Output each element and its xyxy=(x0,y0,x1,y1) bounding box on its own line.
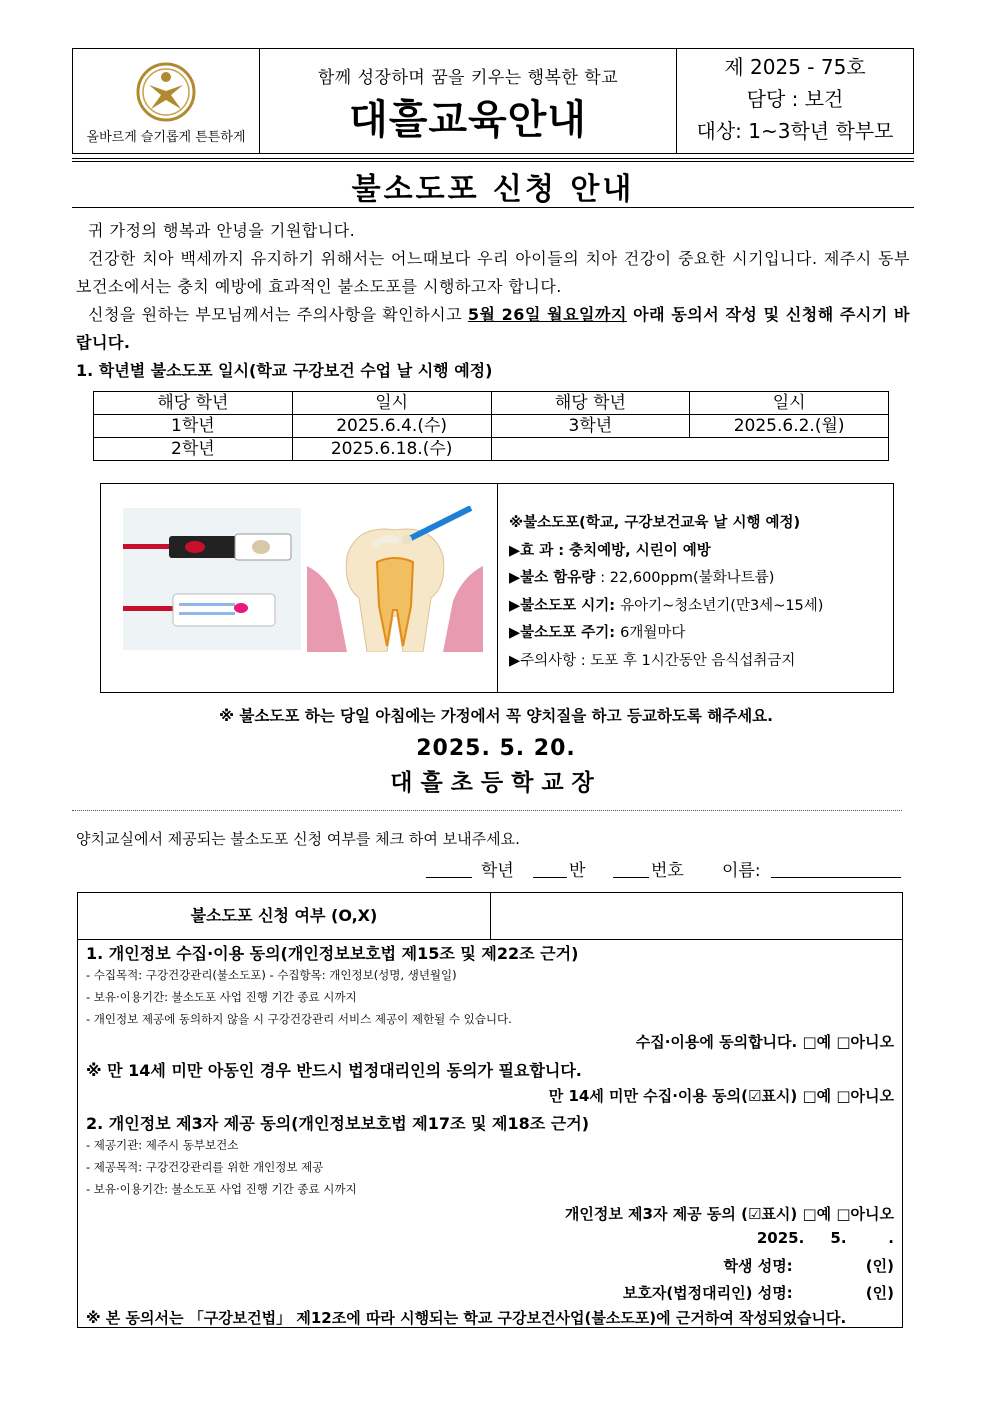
newsletter-header xyxy=(72,48,914,154)
table-row xyxy=(94,415,889,438)
name-blank[interactable] xyxy=(771,877,901,878)
table-cell: 2025.6.4.(수) xyxy=(292,415,491,438)
newsletter-title: 대흘교육안내 xyxy=(349,97,587,143)
table-cell: 3학년 xyxy=(491,415,690,438)
table-cell: 2학년 xyxy=(94,438,293,461)
section-1-heading: 1. 학년별 불소도포 일시(학교 구강보건 수업 날 시행 예정) xyxy=(76,361,493,380)
legal-basis-note: ※ 본 동의서는 「구강보건법」 제12조에 따라 시행되는 학교 구강보건사업(불소도포)에 근거하여 작성되었습니다. xyxy=(86,1309,847,1327)
consent-2-title: 2. 개인정보 제3자 제공 동의(개인정보보호법 제17조 및 제18조 근거) xyxy=(86,1114,590,1133)
school-slogan: 함께 성장하며 꿈을 키우는 행복한 학교 xyxy=(317,68,619,88)
title-rule xyxy=(72,207,914,208)
apply-row xyxy=(78,893,902,940)
consent-2-line: - 제공기관: 제주시 동부보건소 xyxy=(86,1138,239,1152)
fluoride-info-box xyxy=(100,483,894,693)
consent-1-line: - 보유·이용기간: 불소도포 사업 진행 기간 종료 시까지 xyxy=(86,990,357,1004)
tooth-cross-section-image xyxy=(307,506,483,652)
info-list xyxy=(509,510,823,675)
header-rule-2 xyxy=(72,161,914,162)
issue-date: 2025. 5. 20. xyxy=(416,736,576,761)
table-cell-empty xyxy=(491,438,889,461)
number-blank[interactable] xyxy=(613,877,649,878)
list-item: ▶불소도포 시기: 유아기~청소년기(만3세~15세) xyxy=(509,597,824,614)
table-header-row xyxy=(94,392,889,415)
table-cell: 2025.6.2.(월) xyxy=(690,415,889,438)
list-item: ▶불소도포 주기: 6개월마다 xyxy=(509,625,686,641)
consent-form xyxy=(77,892,903,1328)
list-item: ▶불소 함유량 : 22,600ppm(불화나트륨) xyxy=(509,570,775,586)
request-text-a: 신청을 원하는 부모님께서는 주의사항을 확인하시고 xyxy=(88,305,468,324)
issue-number: 제 2025 - 75호 xyxy=(724,55,866,79)
grade-label: 학년 xyxy=(481,861,514,881)
info-divider xyxy=(497,484,498,692)
table-header-cell: 해당 학년 xyxy=(94,392,293,415)
grade-blank[interactable] xyxy=(426,877,472,878)
under14-note: ※ 만 14세 미만 아동인 경우 반드시 법정대리인의 동의가 필요합니다. xyxy=(86,1061,582,1080)
school-emblem-icon xyxy=(135,61,197,123)
principal-signature: 대흘초등학교장 xyxy=(390,770,602,796)
school-logo-cell xyxy=(73,49,260,153)
table-header-cell: 해당 학년 xyxy=(491,392,690,415)
apply-label: 불소도포 신청 여부 (O,X) xyxy=(78,893,491,939)
target-audience: 대상: 1~3학년 학부모 xyxy=(696,119,894,143)
student-signature[interactable]: 학생 성명: (인) xyxy=(723,1257,894,1275)
consent-1-checkbox[interactable]: 수집·이용에 동의합니다. □예 □아니오 xyxy=(635,1033,894,1051)
header-title-cell xyxy=(260,49,677,153)
page-title: 불소도포 신청 안내 xyxy=(351,172,635,207)
name-label: 이름: xyxy=(722,861,761,881)
class-blank[interactable] xyxy=(533,877,567,878)
table-row xyxy=(94,438,889,461)
department: 담당 : 보건 xyxy=(746,87,844,111)
cut-line xyxy=(72,810,902,811)
intro-paragraph: 건강한 치아 백세까지 유지하기 위해서는 어느때보다 우리 아이들의 치아 건강이 중요한 시기입니다. 제주시 동부보건소에서는 충치 예방에 효과적인 불소도포를 시행하고자 합니다. xyxy=(76,249,910,296)
table-cell: 1학년 xyxy=(94,415,293,438)
list-item: ▶효 과 : 충치예방, 시린이 예방 xyxy=(509,542,711,559)
header-rule xyxy=(72,158,914,159)
table-cell: 2025.6.18.(수) xyxy=(292,438,491,461)
request-paragraph xyxy=(76,301,910,357)
table-header-cell: 일시 xyxy=(292,392,491,415)
info-heading: ※불소도포(학교, 구강보건교육 날 시행 예정) xyxy=(509,515,801,531)
brushing-notice: ※ 불소도포 하는 당일 아침에는 가정에서 꼭 양치질을 하고 등교하도록 해주세요. xyxy=(218,707,774,725)
consent-1-line: - 수집목적: 구강건강관리(불소도포) - 수집항목: 개인정보(성명, 생년월일) xyxy=(86,968,457,982)
number-label: 번호 xyxy=(651,861,684,881)
under14-checkbox[interactable]: 만 14세 미만 수집·이용 동의(☑표시) □예 □아니오 xyxy=(548,1087,894,1105)
return-request: 양치교실에서 제공되는 불소도포 신청 여부를 체크 하여 보내주세요. xyxy=(76,830,520,848)
greeting-paragraph: 귀 가정의 행복과 안녕을 기원합니다. xyxy=(88,221,356,240)
fluoride-varnish-product-image xyxy=(123,508,301,650)
request-text-b: 아래 동의서 작성 및 신청해 주시기 바랍니다. xyxy=(76,305,910,352)
school-motto: 올바르게 슬기롭게 튼튼하게 xyxy=(86,130,246,145)
deadline-text: 5월 26일 월요일까지 xyxy=(467,305,627,324)
consent-1-line: - 개인정보 제공에 동의하지 않을 시 구강건강관리 서비스 제공이 제한될 수 있습니다. xyxy=(86,1012,512,1026)
header-meta-cell xyxy=(677,49,913,153)
consent-2-checkbox[interactable]: 개인정보 제3자 제공 동의 (☑표시) □예 □아니오 xyxy=(564,1205,894,1223)
table-header-cell: 일시 xyxy=(690,392,889,415)
form-date[interactable]: 2025. 5. . xyxy=(756,1229,894,1247)
class-label: 반 xyxy=(569,861,586,881)
list-item: ▶주의사항 : 도포 후 1시간동안 음식섭취금지 xyxy=(509,652,796,669)
consent-1-title: 1. 개인정보 수집·이용 동의(개인정보보호법 제15조 및 제22조 근거) xyxy=(86,944,579,963)
consent-2-line: - 보유·이용기간: 불소도포 사업 진행 기간 종료 시까지 xyxy=(86,1182,357,1196)
schedule-table xyxy=(93,391,889,461)
guardian-signature[interactable]: 보호자(법정대리인) 성명: (인) xyxy=(622,1284,894,1302)
apply-answer-field[interactable] xyxy=(491,893,902,939)
consent-2-line: - 제공목적: 구강건강관리를 위한 개인정보 제공 xyxy=(86,1160,324,1174)
